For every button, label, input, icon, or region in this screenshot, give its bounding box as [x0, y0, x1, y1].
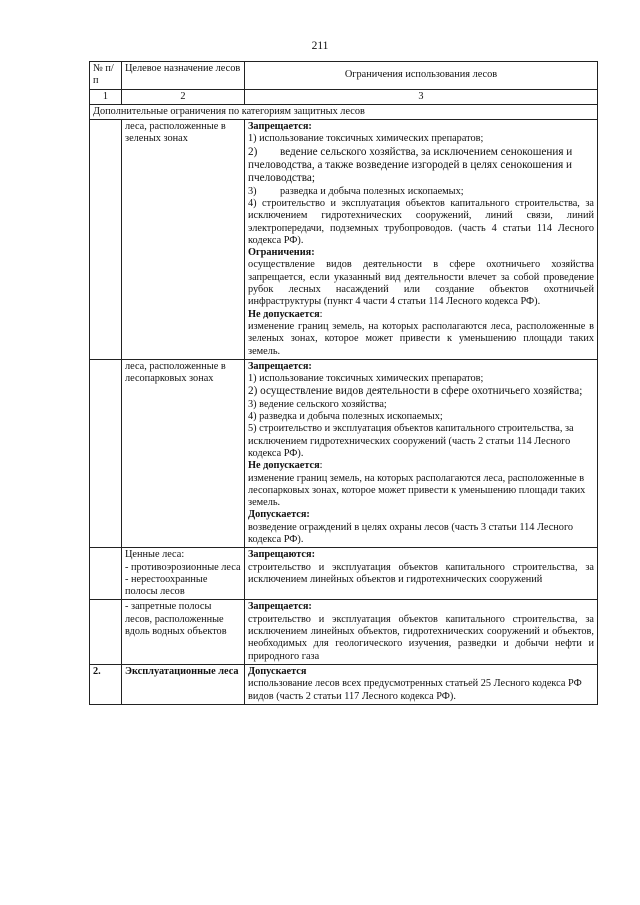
header-purpose: Целевое назначение лесов — [122, 62, 245, 90]
restriction-heading: Запрещается: — [248, 121, 312, 133]
restriction-heading: Запрещается: — [248, 601, 312, 613]
restriction-text: использование лесов всех предусмотренных статьей 25 Лесного кодекса РФ видов (часть 2 статьи 117 Лесного кодекса РФ). — [248, 678, 582, 702]
restriction-heading: Допускается — [248, 665, 307, 677]
restriction-item: 5) строительство и эксплуатация объектов капитального строительства, за исключением гидротехнических сооружений (часть 2 статьи 114 Лесного кодекса РФ). — [248, 423, 574, 459]
purpose-cell: леса, расположенные в зеленых зонах — [122, 120, 245, 360]
restriction-item: 2) ведение сельского хозяйства, за исключением сенокошения и пчеловодства, а также возведение изгородей в целях сенокошения и пчеловодства; — [248, 145, 573, 185]
restriction-item: 4) строительство и эксплуатация объектов капитального строительства, за исключением гидротехнических сооружений, линий связи, линий электропередачи, подземных трубопроводов. (часть 4 статьи 114 Лесного кодекса РФ). — [248, 197, 594, 246]
restriction-item: 4) разведка и добыча полезных ископаемых; — [248, 411, 443, 423]
purpose-line: - противоэрозионные леса — [125, 561, 241, 573]
number-cell: 2. — [90, 664, 122, 704]
restriction-text: строительство и эксплуатация объектов капитального строительства, за исключением линейных объектов и гидротехнических сооружений — [248, 561, 594, 585]
table-row — [90, 600, 598, 664]
restrictions-cell — [245, 664, 598, 704]
number-cell — [90, 120, 122, 360]
restriction-item: 1) использование токсичных химических препаратов; — [248, 133, 484, 145]
column-number-2: 2 — [122, 89, 245, 104]
table-row — [90, 359, 598, 547]
restriction-item: 3) разведка и добыча полезных ископаемых; — [248, 185, 464, 197]
section-title: Дополнительные ограничения по категориям защитных лесов — [90, 104, 598, 119]
purpose-cell: Эксплуатационные леса — [122, 664, 245, 704]
restriction-item: 3) ведение сельского хозяйства; — [248, 398, 387, 410]
restriction-item: 2) осуществление видов деятельности в сфере охотничьего хозяйства; — [248, 385, 583, 398]
restrictions-cell — [245, 548, 598, 600]
table-header-row — [90, 62, 598, 90]
section-title-row — [90, 104, 598, 119]
restriction-heading: Не допускается: — [248, 460, 323, 472]
restriction-text: изменение границ земель, на которых располагаются леса, расположенные в лесопарковых зонах, которое может привести к уменьшению площади таких земель. — [248, 472, 586, 509]
purpose-cell: леса, расположенные в лесопарковых зонах — [122, 359, 245, 547]
restriction-heading: Допускается: — [248, 509, 310, 521]
restriction-heading: Не допускается: — [248, 308, 323, 320]
table-row — [90, 120, 598, 360]
restriction-heading: Ограничения: — [248, 247, 315, 259]
restrictions-cell — [245, 600, 598, 664]
purpose-cell: - запретные полосы лесов, расположенные вдоль водных объектов — [122, 600, 245, 664]
restrictions-cell — [245, 120, 598, 360]
restrictions-table — [89, 61, 598, 705]
purpose-line: - нерестоохранные полосы лесов — [125, 573, 208, 598]
table-row — [90, 548, 598, 600]
page-number: 211 — [311, 40, 329, 52]
restrictions-cell — [245, 359, 598, 547]
restriction-text: изменение границ земель, на которых располагаются леса, расположенные в зеленых зонах, которое может привести к уменьшению площади таких земель. — [248, 320, 594, 357]
restriction-text: возведение ограждений в целях охраны лесов (часть 3 статьи 114 Лесного кодекса РФ). — [248, 521, 574, 545]
purpose-cell — [122, 548, 245, 600]
purpose-line: Ценные леса: — [125, 549, 185, 561]
table-row — [90, 664, 598, 704]
restriction-item: 1) использование токсичных химических препаратов; — [248, 373, 484, 385]
column-number-3: 3 — [245, 89, 598, 104]
number-cell — [90, 600, 122, 664]
header-number: № п/п — [90, 62, 122, 90]
number-cell — [90, 359, 122, 547]
restriction-heading: Запрещается: — [248, 360, 312, 372]
restriction-text: осуществление видов деятельности в сфере охотничьего хозяйства запрещается, если указанный вид деятельности влечет за собой проведение рубок лесных насаждений или создание объектов охотничьей инфраструктуры (пункт 4 части 4 статьи 114 Лесного кодекса РФ). — [248, 259, 594, 308]
restriction-text: строительство и эксплуатация объектов капитального строительства, за исключением линейных объектов, гидротехнических сооружений и объектов, необходимых для геологического изучения, разведки и добычи нефти и природного газа — [248, 613, 594, 662]
restriction-heading: Запрещаются: — [248, 549, 316, 561]
column-number-row — [90, 89, 598, 104]
column-number-1: 1 — [90, 89, 122, 104]
header-restrictions: Ограничения использования лесов — [245, 62, 598, 90]
number-cell — [90, 548, 122, 600]
